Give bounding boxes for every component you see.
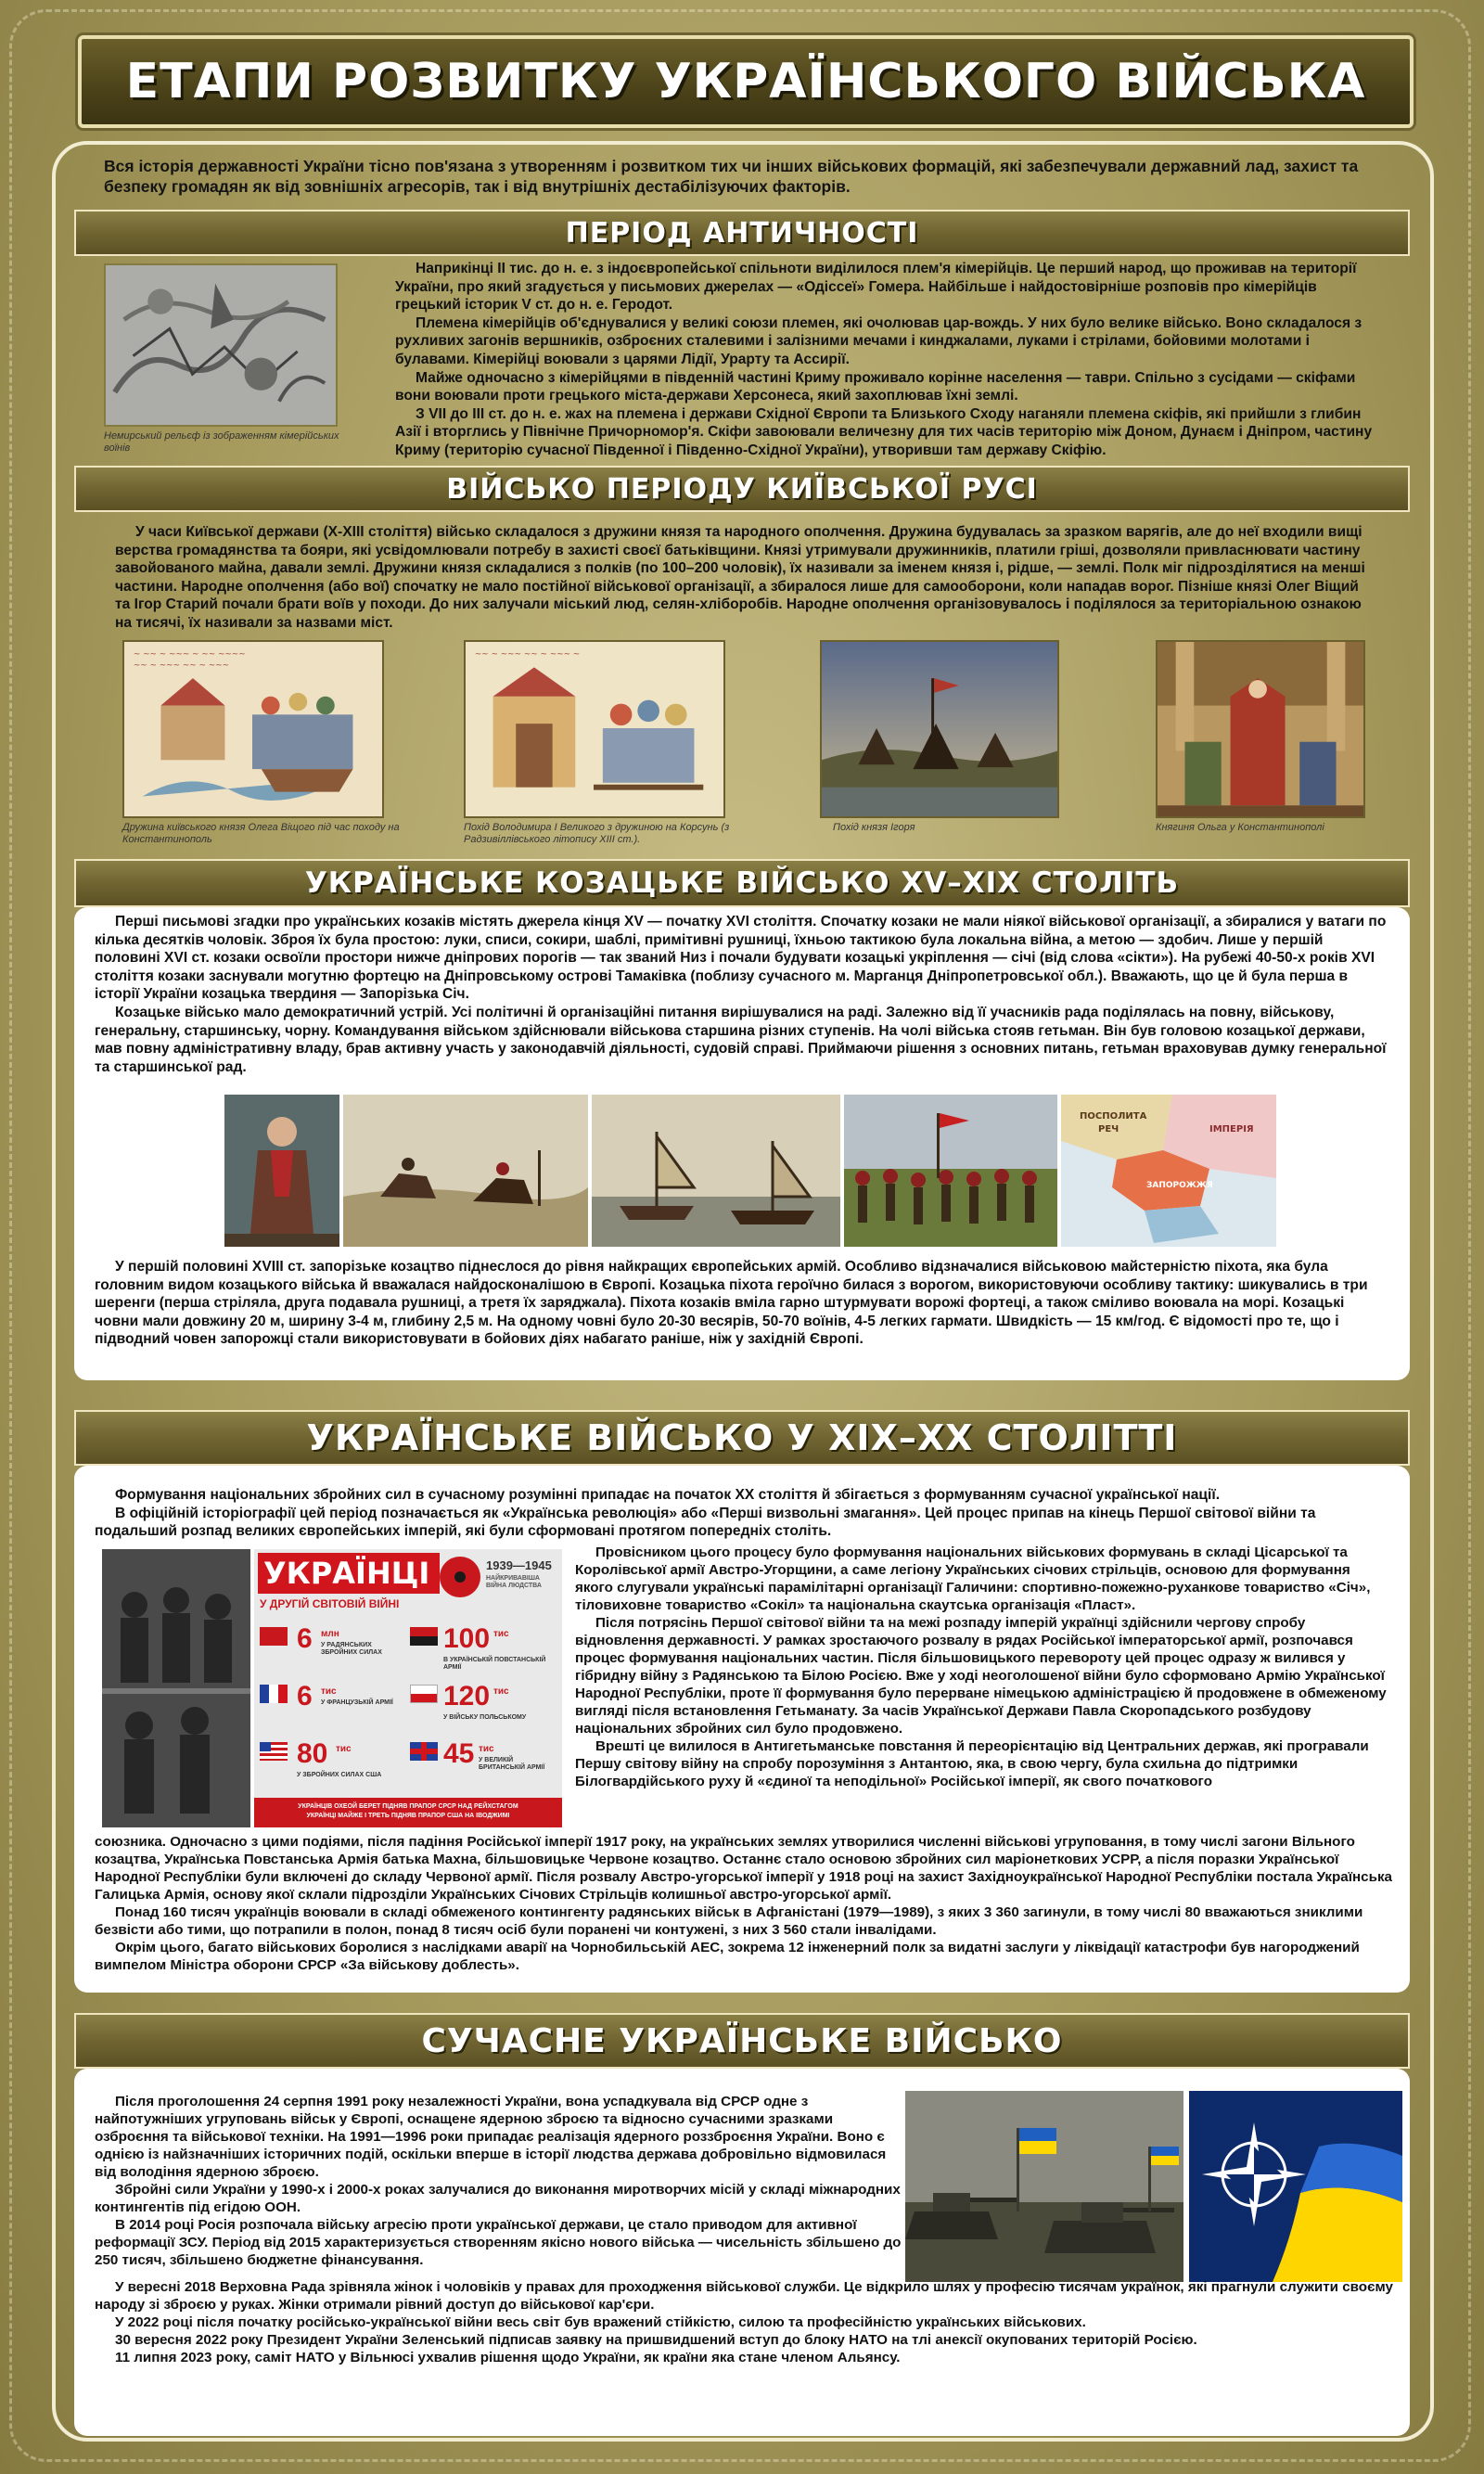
- antiquity-text: [395, 260, 1378, 460]
- modern-text-bottom: [95, 2278, 1393, 2366]
- antiquity-heading: ПЕРІОД АНТИЧНОСТІ: [565, 216, 919, 250]
- svg-text:~ ~~ ~ ~~~ ~ ~~ ~~~~: ~ ~~ ~ ~~~ ~ ~~ ~~~~: [133, 649, 246, 660]
- xix-xx-paragraph: союзника. Одночасно з цими подіями, після падіння Російської імперії 1917 року, на українських землях утворилися численні військові угруповання, в тому числі загони Вільного козацтва, Українська Повстанська Армія батька Махна, більшовицьке Червоне козацтво. Останнє стало основою збройних сил маріонеткових УСРР, а після поразки Української Народної Республіки були включені до складу Червоної армії. Після розвалу Австро-угорської імперії у 1918 році на захист Західноукраїнської Народної Республіки постала Українська Галицька Армія, основу якої склали підрозділи Українських Січових Стрільців колишньої австро-угорської армії.: [95, 1834, 1392, 1903]
- nato-ukraine-flags: [1189, 2091, 1402, 2282]
- usa-flag-icon: [260, 1742, 288, 1761]
- stat-desc: В УКРАЇНСЬКІЙ ПОВСТАНСЬКІЙ АРМІЇ: [443, 1657, 546, 1671]
- map-label: ЗАПОРОЖЖЯ: [1146, 1181, 1213, 1190]
- poppy-icon: [440, 1557, 480, 1597]
- modern-paragraph: У 2022 році після початку російсько-української війни весь світ був вражений стійкістю, силою та професійністю українських військових.: [115, 2314, 1086, 2330]
- section-heading-antiquity: [74, 210, 1410, 256]
- xix-xx-text-bottom: [95, 1833, 1393, 1974]
- stat-item: [410, 1623, 560, 1681]
- kyivan-rus-body: [74, 514, 1410, 846]
- cossack-paragraph: Перші письмові згадки про українських козаків містять джерела кінця XV — початку XVI століття. Спочатку козаки не мали ніякої військової організації, а збиралися у ватаги по кілька десятків чоловік. Зброя їх була простою: луки, списи, сокири, шаблі, примітивні рушниці, їхньою тактикою була локальна війна, а метою — здобич. Лише у першій половині XVI ст. козаки освоїли простори нижче дніпрових порогів — так званий Низ і почали будувати козацькі укріплення — січі (від слова «сікти»). На рубежі 40-50-х років XVI століття козаки заснували могутню фортецю на Дніпровському острові Тамаківка (поблизу сучасного м. Марганця Дніпропетровської обл.). Вважають, що це й була перша в історії України козацька твердиня — Запорізька Січ.: [95, 914, 1387, 1003]
- stat-desc: У ВЕЛИКІЙ БРИТАНСЬКІЙ АРМІЇ: [479, 1757, 545, 1771]
- antiquity-caption: Немирський рельєф із зображенням кімерійських воїнів: [104, 430, 339, 454]
- ussr-flag-icon: [260, 1627, 288, 1646]
- ww2-infographic-panel: [254, 1549, 562, 1827]
- infographic-footer-line: УКРАЇНЦІВ ОХЕОЙ БЕРЕТ ПІДНЯВ ПРАПОР СРСР НАД РЕЙХСТАГОМ: [298, 1803, 518, 1810]
- stat-desc: У ФРАНЦУЗЬКІЙ АРМІЇ: [321, 1699, 393, 1706]
- cossack-text-bottom: [95, 1258, 1389, 1349]
- modern-army-photo: [905, 2091, 1183, 2282]
- infographic-subtitle: У ДРУГІЙ СВІТОВІЙ ВІЙНІ: [260, 1597, 400, 1610]
- cossack-body: [74, 907, 1410, 1380]
- stat-number: 6: [297, 1623, 313, 1654]
- xix-xx-paragraph: Провісником цього процесу було формування національних військових формувань в складі Цісарської та Королівської армії Австро-Угорщини, а саме легіону Українських січових стрільців, основою для формування якого слугували українські парамілітарні організації Галичини: спортивно-пожежно-руханкове товариство «Січ», тіловиховне товариство «Сокіл» та національна скаутська організація «Пласт».: [575, 1545, 1371, 1613]
- stat-desc: У РАДЯНСЬКИХ ЗБРОЙНИХ СИЛАХ: [321, 1642, 382, 1656]
- volodymyr-korsun-miniature: [464, 640, 725, 818]
- stat-number: 80: [297, 1738, 328, 1769]
- section-heading-xix-xx: [74, 1410, 1410, 1466]
- xix-xx-paragraph: Понад 160 тисяч українців воювали в складі обмеженого контингенту радянських військ в Афганістані (1979—1989), з яких 3 360 загинули, в тому числі 80 вважаються зниклими безвісти або тими, що потрапили в полон, понад 8 тисяч осіб були поранені чи контужені, з них 3 560 стали інвалідами.: [95, 1904, 1363, 1938]
- modern-paragraph: В 2014 році Росія розпочала війську агресію проти української держави, це стало приводом для активної реформації ЗСУ. Період від 2015 характеризується створенням якісно нового війська — чисельність збільшено до 250 тисяч, збільшено бюджетне фінансування.: [95, 2217, 902, 2268]
- cossack-heading: УКРАЇНСЬКЕ КОЗАЦЬКЕ ВІЙСЬКО XV–XIX СТОЛІТЬ: [304, 866, 1180, 900]
- kyivan-rus-caption: Княгиня Ольга у Константинополі: [1156, 822, 1324, 833]
- france-flag-icon: [260, 1685, 288, 1703]
- xix-xx-paragraph: Врешті це вилилося в Антигетьманське повстання й переорієнтацію від Центральних держав, які програвали Першу світову війну на спробу порозуміння з Антантою, яка, в свою чергу, була схильна до підтримки Білогвардійського руху й «єдиної та неподільної» Російської імперії, як свого початкового: [575, 1738, 1369, 1789]
- svg-text:~~ ~ ~~~ ~~ ~ ~~~: ~~ ~ ~~~ ~~ ~ ~~~: [133, 660, 230, 671]
- stat-item: [410, 1738, 560, 1796]
- cossack-horsemen-painting: [343, 1095, 588, 1247]
- stat-item: [410, 1681, 560, 1738]
- map-label: ІМПЕРІЯ: [1209, 1124, 1254, 1134]
- cossack-paragraph: Козацьке військо мало демократичний устрій. Усі політичні й організаційні питання вирішувалися на раді. Залежно від її учасників рада поділялась на повну, військову, генеральну, старшинську, чорну. Командування військом здійснювали військова старшина різних ступенів. На чолі війська стояв гетьман. Він був головою козацької держави, мав повну адміністративну владу, брав активну участь у законодавчій діяльності, судовій справі. Приймаючи рішення з основних питань, гетьман враховував думку генеральної та старшинської рад.: [95, 1004, 1387, 1075]
- xix-xx-paragraph: В офіційній історіографії цей період позначається як «Українська революція» або «Перші визвольні змагання». Цей процес припав на кінець Першої світової війни та подальший розпад великих європейських імперій, які були сформовані протягом попередніх століть.: [95, 1505, 1316, 1540]
- xix-xx-heading: УКРАЇНСЬКЕ ВІЙСЬКО У XIX–XX СТОЛІТТІ: [306, 1417, 1178, 1458]
- kyivan-rus-heading: ВІЙСЬКО ПЕРІОДУ КИЇВСЬКОЇ РУСІ: [446, 472, 1038, 506]
- antiquity-paragraph: Майже одночасно з кімерійцями в південній частині Криму проживало корінне населення — таври. Спільно з сусідами — скіфами вони воювали проти грецького міста-держави Херсонеса, який захоплював їхні землі.: [395, 369, 1356, 404]
- xix-xx-body: [74, 1466, 1410, 1993]
- stat-item: [260, 1681, 408, 1738]
- antiquity-paragraph: Наприкінці II тис. до н. е. з індоєвропейської спільноти виділилося плем'я кімерійців. Це перший народ, що проживав на території України, про який згадується у письмових джерелах — «Одіссеї» Гомера. Найбільше і найдостовірніше розповів про кімерійців грецький історик V ст. до н. е. Геродот.: [395, 261, 1357, 314]
- xix-xx-text-side: [575, 1544, 1391, 1790]
- section-heading-cossack: [74, 859, 1410, 907]
- stat-item: [260, 1738, 408, 1796]
- page-title-bar: [78, 35, 1414, 128]
- intro-text: Вся історія державності України тісно пов'язана з утворенням і розвитком тих чи інших військових формацій, які забезпечували державний лад, захист та безпеку громадян як від зовнішніх агресорів, так і від внутрішніх дестабілізуючих факторів.: [104, 157, 1359, 196]
- modern-text-side: [95, 2093, 911, 2269]
- svg-text:~~ ~ ~~~ ~~ ~ ~~~ ~: ~~ ~ ~~~ ~~ ~ ~~~ ~: [474, 649, 581, 660]
- stat-unit: тис: [336, 1744, 352, 1754]
- olga-constantinople-painting: [1156, 640, 1365, 818]
- cossack-text-top: [95, 913, 1389, 1076]
- kyivan-rus-caption: Похід князя Ігоря: [833, 822, 915, 833]
- igor-campaign-painting: [820, 640, 1059, 818]
- stats-right: [410, 1623, 560, 1796]
- modern-paragraph: Збройні сили України у 1990-х і 2000-х роках залучалися до виконання миротворчих місій у складі міжнародних контингентів під егідою ООН.: [95, 2182, 901, 2215]
- upa-flag-icon: [410, 1627, 438, 1646]
- cossack-portrait-image: [224, 1095, 339, 1247]
- kyivan-rus-paragraph: У часи Київської держави (X-XIII століття) військо складалося з дружини князя та народного ополчення. Дружина будувалась за зразком варягів, але до неї входили вищі верства громадянства та бояри, які усвідомлювали потребу в захисті своєї батьківщини. Князі утримували дружинників, платили гріші, дозволяли привласнювати частину завойованого майна, давали землі. Дружини князя складалися з полків (по 100–200 чоловік), їх називали за іменем князя і, рідше, — землі. Полк міг підрозділятися на менші частини. Народне ополчення (або вої) спочатку не мало постійної військової організації, а збиралося лише для самооборони, коли нападав ворог. Пізніше князі Олег Віщий та Ігор Старий почали брати воїв у походи. До них залучали міський люд, селян-хліборобів. Народне ополчення організовувалось і поділялося за територіальною ознакою на тисячі, їх називали за назвами міст.: [115, 524, 1365, 631]
- infographic-footer-line: УКРАЇНЦІ МАЙЖЕ І ТРЕТЬ ПІДНЯВ ПРАПОР США НА ІВОДЖИМІ: [306, 1813, 510, 1819]
- xix-xx-paragraph: Після потрясінь Першої світової війни та на межі розпаду імперій українці здійснили чергову спробу відновлення державності. У рамках зростаючого розвалу в рядах Російської імператорської армії, розпочався процес формування національних частин. Після більшовицького перевороту цей процес одразу ж вилився у гібридну війну з Радянською та Білою Росією. Вже у ході неоголошеної війни було сформовано Армію Української Народної Республіки, проте її формування було перерване німецькою адміністрацією й продовжене в обмеженому вигляді після встановлення Гетьманату. За часів Української Держави Павла Скоропадського розбудову національних збройних сил було продовжено.: [575, 1615, 1387, 1737]
- xix-xx-text-top: [95, 1486, 1393, 1541]
- map-label: ПОСПОЛИТА: [1080, 1111, 1147, 1122]
- uk-flag-icon: [410, 1742, 438, 1761]
- oleg-campaign-miniature: [122, 640, 384, 818]
- stat-desc: У ЗБРОЙНИХ СИЛАХ США: [297, 1772, 382, 1778]
- stat-unit: тис: [321, 1686, 337, 1697]
- ww2-infographic: [102, 1549, 562, 1827]
- stat-unit: млн: [321, 1629, 339, 1639]
- modern-paragraph: 11 липня 2023 року, саміт НАТО у Вільнюсі ухвалив рішення щодо України, як країни яка стане членом Альянсу.: [115, 2350, 901, 2365]
- modern-paragraph: 30 вересня 2022 року Президент України Зеленський підписав заявку на пришвидшений вступ до блоку НАТО на тлі анексії окупованих територій Росією.: [115, 2332, 1197, 2348]
- kyivan-rus-caption: Дружина київського князя Олега Віщого під час походу на Константинополь: [122, 822, 400, 845]
- stat-number: 100: [443, 1623, 491, 1654]
- stat-number: 45: [443, 1738, 475, 1769]
- cossack-boats-painting: [592, 1095, 840, 1247]
- stat-unit: тис: [493, 1686, 509, 1697]
- kyivan-rus-text: [115, 523, 1376, 633]
- modern-body: [74, 2069, 1410, 2436]
- stat-number: 6: [297, 1681, 313, 1711]
- modern-heading: СУЧАСНЕ УКРАЇНСЬКЕ ВІЙСЬКО: [421, 2021, 1063, 2060]
- page-title: ЕТАПИ РОЗВИТКУ УКРАЇНСЬКОГО ВІЙСЬКА: [125, 54, 1366, 109]
- infographic-years-sub: НАЙКРИВАВІША ВІЙНА ЛЮДСТВА: [486, 1575, 542, 1589]
- antiquity-paragraph: З VII до III ст. до н. е. жах на племена і держави Східної Європи та Близького Сходу наганяли племена скіфів, які прийшли з глибин Азії і вторглись у Північне Причорномор'я. Скіфи завоювали величезну для тих часів територію між Доном, Дунаєм і Дніпром, частину Криму (територію сучасної Південної і Південно-Східної України), утворивши там державу Скіфію.: [395, 405, 1373, 458]
- kyivan-rus-caption: Похід Володимира І Великого з дружиною на Корсунь (з Радзивіллівського літопису XIII ст.).: [464, 822, 730, 845]
- infographic-footer: [254, 1798, 562, 1827]
- map-label: РЕЧ: [1098, 1124, 1119, 1134]
- stat-item: [260, 1623, 408, 1681]
- cossack-army-painting: [844, 1095, 1057, 1247]
- modern-paragraph: У вересні 2018 Верховна Рада зрівняла жінок і чоловіків у правах для проходження військової служби. Це відкрило шлях у професію тисячам українок, які прагнули служити своєму народу зі зброєю у руках. Жінки отримали рівний доступ до військової кар'єри.: [95, 2279, 1393, 2313]
- stat-desc: У ВІЙСЬКУ ПОЛЬСЬКОМУ: [443, 1714, 527, 1721]
- xix-xx-paragraph: Окрім цього, багато військових боролися з наслідками аварії на Чорнобильській АЕС, зокрема 12 інженерний полк за видатні заслуги у ліквідації катастрофи був нагороджений вимпелом Міністра оборони СРСР «За військову доблесть».: [95, 1940, 1360, 1973]
- modern-paragraph: Після проголошення 24 серпня 1991 року незалежності України, вона успадкувала від СРСР одне з найпотужніших угруповань військ у Європі, оснащене ядерною зброєю та відносно сучасними зразками озброєння та військової техніки. На 1991—1996 роки припадає реалізація ядерного роззброєння України. Воно є однією із найзначніших історичних подій, оскільки вперше в історії людства держава добровільно відмовилася від володіння ядерною зброєю.: [95, 2094, 887, 2180]
- section-heading-kyivan-rus: [74, 466, 1410, 512]
- nemyriv-relief-image: [104, 263, 338, 427]
- poland-flag-icon: [410, 1685, 438, 1703]
- stat-number: 120: [443, 1681, 491, 1711]
- antiquity-body: [74, 258, 1410, 456]
- stat-unit: тис: [479, 1744, 494, 1754]
- section-heading-modern: [74, 2013, 1410, 2069]
- infographic-years: 1939—1945: [486, 1558, 552, 1572]
- antiquity-paragraph: Племена кімерійців об'єднувалися у великі союзи племен, які очолював цар-вождь. У них було велике військо. Воно складалося з рухливих загонів вершників, озброєних сталевими і залізними мечами і кинджалами, луками і стрілами, бойовими молотами і булавами. Кімерійці воювали з царями Лідії, Урарту та Ассирії.: [395, 314, 1362, 367]
- xix-xx-paragraph: Формування національних збройних сил в сучасному розумінні припадає на початок XX століття й збігається з формуванням сучасної української нації.: [115, 1487, 1221, 1503]
- stats-left: [260, 1623, 408, 1796]
- stat-unit: тис: [493, 1629, 509, 1639]
- infographic-title: УКРАЇНЦІ: [258, 1553, 440, 1594]
- ww2-soldiers-photo: [102, 1549, 250, 1827]
- cossack-map-image: [1061, 1095, 1276, 1247]
- cossack-paragraph: У першій половині XVIII ст. запорізьке козацтво піднеслося до рівня найкращих європейських армій. Особливо відзначалися військовою майстерністю піхота, яка була головним видом козацького війська й вважалася найдосконалішою в Європі. Козацька піхота героїчно билася з ворогом, використовуючи особливу тактику: шикувались в три шеренги (перша стріляла, друга подавала рушниці, а третя їх заряджала). Піхота козаків вміла гарно штурмувати ворожі фортеці, а також сміливо воювала на морі. Козацькі човни мали довжину 20 м, ширину 3-4 м, глибину 2,5 м. На одному човні було 20-30 весярів, 50-70 воїнів, 4-5 легких гармати. Швидкість — 15 км/год. Є відомості про те, що і підводний човен запорожці стали використовувати в бойових діях набагато раніше, ніж у західній Європі.: [95, 1259, 1368, 1348]
